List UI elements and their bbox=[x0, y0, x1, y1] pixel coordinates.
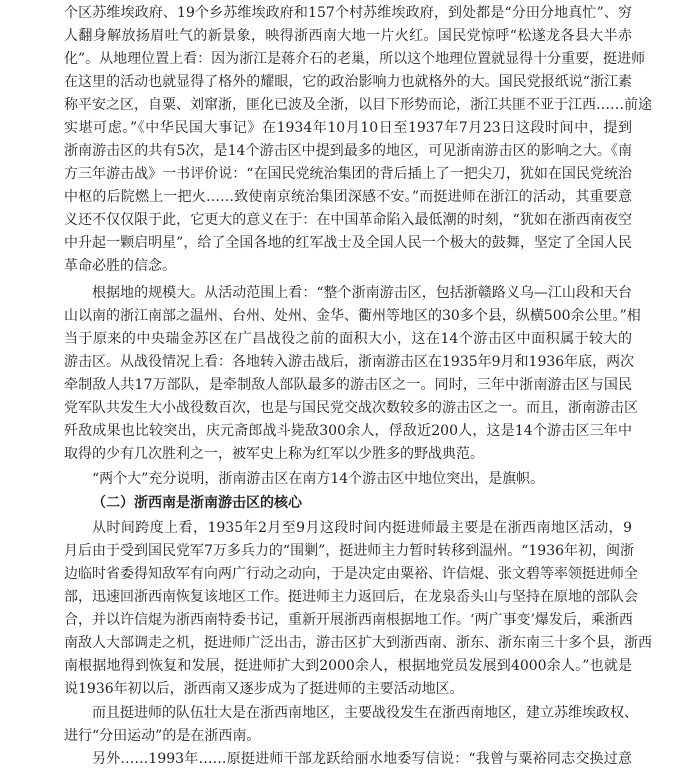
paragraph-first-line: 另外……1993年……原挺进师干部龙跃给丽水地委写信说：“我曾与粟裕同志交换过意 bbox=[92, 751, 632, 767]
text-line: 进行“分田运动”的是在浙西南。 bbox=[64, 728, 261, 744]
text-line: 个区苏维埃政府、19个乡苏维埃政府和157个村苏维埃政府，到处都是“分田分地真忙”、穷 bbox=[64, 5, 632, 21]
text-line: 中枢的后院燃上一把火……致使南京统治集团深感不安。”而挺进师在浙江的活动，其重要意 bbox=[64, 189, 632, 205]
text-line: 义还不仅仅限于此，它更大的意义在于：在中国革命陷入最低潮的时刻，“犹如在浙西南夜空 bbox=[64, 212, 632, 228]
text-line: 说1936年初以后，浙西南又逐步成为了挺进师的主要活动地区。 bbox=[64, 681, 464, 697]
text-line: 革命必胜的信念。 bbox=[64, 258, 176, 274]
text-line: 部，迅速回浙西南恢复该地区工作。挺进师主力返回后，在龙泉岙头山与坚持在原地的部队会 bbox=[64, 589, 638, 605]
text-line: 化”。从地理位置上看：因为浙江是蒋介石的老巢，所以这个地理位置就显得十分重要，挺进师 bbox=[64, 51, 646, 67]
text-line: 党军队共发生大小战役数百次，也是与国民党交战次数较多的游击区之一。而且，浙南游击区 bbox=[64, 400, 638, 416]
text-line: 游击区。从战役情况上看：各地转入游击战后，浙南游击区在1935年9月和1936年底，两次 bbox=[64, 354, 635, 370]
text-line: 浙南游击区的共有5次，是14个游击区中提到最多的地区，可见浙南游击区的影响之大。《南 bbox=[64, 143, 632, 159]
text-line: 取得的少有几次胜利之一，被军史上称为红军以少胜多的野战典范。 bbox=[64, 446, 484, 462]
paragraph-first-line: “两个大”充分说明，浙南游击区在南方14个游击区中地位突出，是旗帜。 bbox=[92, 471, 545, 487]
text-line: 山以南的浙江南部之温州、台州、处州、金华、衢州等地区的30多个县，纵横500余公里。”相 bbox=[64, 308, 641, 324]
text-line: 合，并以许信焜为浙西南特委书记，重新开展浙西南根据地工作。‘两广事变’爆发后，乘浙西 bbox=[64, 612, 633, 628]
text-line: 牵制敌人共17万部队，是牵制敌人部队最多的游击区之一。同时，三年中浙南游击区与国民 bbox=[64, 377, 632, 393]
text-line: 在这里的活动也就显得了格外的耀眼，它的政治影响力也就格外的大。国民党报纸说“浙江素 bbox=[64, 74, 632, 90]
text-line: 月后由于受到国民党军7万多兵力的“围剿”，挺进师主力暂时转移到温州。“1936年初，闽浙 bbox=[64, 543, 635, 559]
text-line: 边临时省委得知敌军有向两广行动之动向，于是决定由粟裕、许信焜、张文碧等率领挺进师全 bbox=[64, 566, 638, 582]
paragraph-first-line: 根据地的规模大。从活动范围上看：“整个浙南游击区，包括浙赣路义乌—江山段和天台 bbox=[92, 285, 632, 301]
text-line: 歼敌成果也比较突出，庆元斋郎战斗毙敌300余人，俘敌近200人，这是14个游击区三年中 bbox=[64, 423, 632, 439]
section-heading: （二）浙西南是浙南游击区的核心 bbox=[92, 495, 302, 511]
text-line: 南根据地得到恢复和发展，挺进师扩大到2000余人，根据地党员发展到4000余人。”也就是 bbox=[64, 658, 632, 674]
text-line: 南敌人大部调走之机，挺进师广泛出击，游击区扩大到浙西南、浙东、浙东南三十多个县，浙西 bbox=[64, 635, 652, 651]
text-line: 称平安之区，自粟、刘窜浙，匪化已波及全浙，以目下形势而论，浙江共匪不亚于江西……前途 bbox=[64, 97, 652, 113]
paragraph-first-line: 从时间跨度上看，1935年2月至9月这段时间内挺进师最主要是在浙西南地区活动，9 bbox=[92, 520, 632, 536]
paragraph-first-line: 而且挺进师的队伍壮大是在浙西南地区，主要战役发生在浙西南地区，建立苏维埃政权、 bbox=[92, 705, 638, 721]
text-line: 中升起一颗启明星”，给了全国各地的红军战士及全国人民一个极大的鼓舞，坚定了全国人民 bbox=[64, 235, 632, 251]
text-line: 人翻身解放扬眉吐气的新景象，映得浙西南大地一片火红。国民党惊呼“松遂龙各县大半赤 bbox=[64, 28, 632, 44]
text-line: 实堪可虑。”《中华民国大事记》在1934年10月10日至1937年7月23日这段时间中，提到 bbox=[64, 120, 632, 136]
text-line: 方三年游击战》一书评价说：“在国民党统治集团的背后插上了一把尖刀，犹如在国民党统治 bbox=[64, 166, 632, 182]
text-line: 当于原来的中央瑞金苏区在广昌战役之前的面积大小，这在14个游击区中面积属于较大的 bbox=[64, 331, 632, 347]
